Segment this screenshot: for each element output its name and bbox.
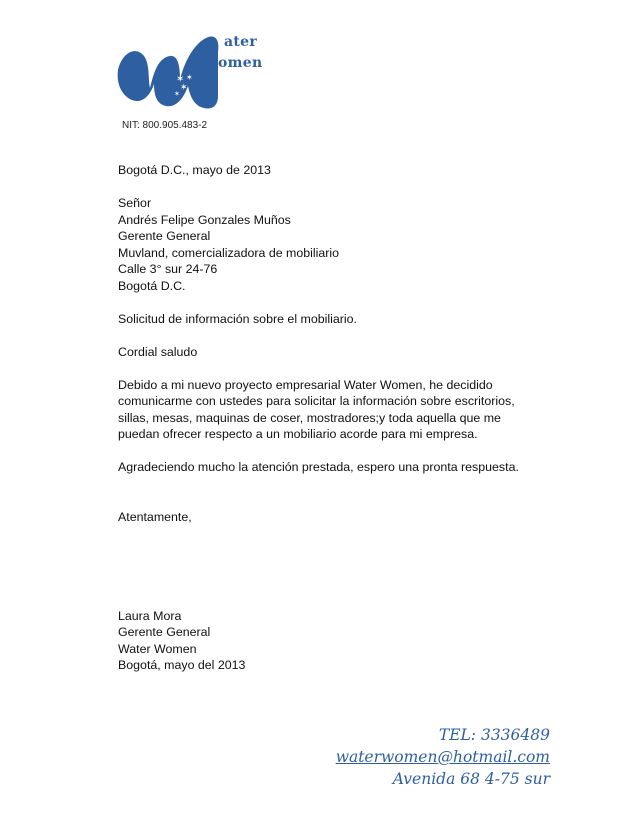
email-link[interactable]: waterwomen@hotmail.com bbox=[335, 748, 550, 766]
recipient-line: Gerente General bbox=[118, 229, 211, 243]
recipient-line: Bogotá D.C. bbox=[118, 278, 186, 293]
signature-line: Water Women bbox=[118, 641, 197, 656]
company-logo bbox=[114, 22, 274, 122]
signature-line: Bogotá, mayo del 2013 bbox=[118, 658, 246, 672]
brand-name-line1: ater bbox=[224, 34, 258, 50]
street-address: Avenida 68 4-75 sur bbox=[392, 770, 550, 788]
signature-line: Laura Mora bbox=[118, 608, 182, 623]
water-women-logo-mark bbox=[114, 22, 224, 114]
date-line: Bogotá D.C., mayo de 2013 bbox=[118, 163, 271, 177]
recipient-line: Señor bbox=[118, 196, 152, 210]
subject-line: Solicitud de información sobre el mobiliario. bbox=[118, 311, 357, 326]
recipient-line: Calle 3° sur 24-76 bbox=[118, 262, 218, 276]
tax-id: NIT: 800.905.483-2 bbox=[122, 120, 208, 131]
recipient-line: Andrés Felipe Gonzales Muños bbox=[118, 212, 291, 227]
body-line: puedan ofrecer respecto a un mobiliario acorde para mi empresa. bbox=[118, 427, 478, 441]
recipient-line: Muvland, comercializadora de mobiliario bbox=[118, 245, 340, 260]
greeting: Cordial saludo bbox=[118, 344, 198, 359]
svg-text:✶: ✶ bbox=[180, 83, 188, 93]
svg-text:✶: ✶ bbox=[176, 74, 185, 85]
brand-name-line2: omen bbox=[218, 55, 263, 71]
body-line: Debido a mi nuevo proyecto empresarial Water Women, he decidido bbox=[118, 377, 493, 392]
thanks-line: Agradeciendo mucho la atención prestada, espero una pronta respuesta. bbox=[118, 460, 519, 474]
svg-text:✶: ✶ bbox=[186, 73, 193, 82]
closing: Atentamente, bbox=[118, 509, 192, 524]
phone-number: TEL: 3336489 bbox=[438, 726, 550, 744]
letter-body bbox=[118, 162, 558, 674]
svg-text:✶: ✶ bbox=[174, 90, 180, 98]
contact-footer bbox=[336, 724, 550, 790]
body-line: sillas, mesas, maquinas de coser, mostradores;y toda aquella que me bbox=[118, 410, 501, 425]
body-line: comunicarme con ustedes para solicitar la información sobre escritorios, bbox=[118, 394, 515, 408]
signature-line: Gerente General bbox=[118, 625, 211, 639]
